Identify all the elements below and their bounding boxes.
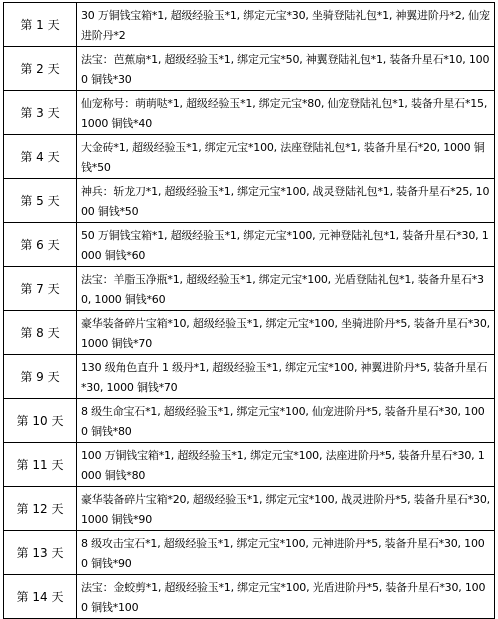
login-reward-table-body <box>4 3 495 619</box>
login-reward-table <box>3 2 495 619</box>
day-cell: 第 14 天 <box>4 575 77 619</box>
day-cell: 第 12 天 <box>4 487 77 531</box>
reward-cell: 神兵：斩龙刀*1, 超级经验玉*1, 绑定元宝*100, 战灵登陆礼包*1, 装备升星石*25, 1000 铜钱*50 <box>77 179 495 223</box>
reward-cell: 8 级攻击宝石*1, 超级经验玉*1, 绑定元宝*100, 元神进阶丹*5, 装备升星石*30, 1000 铜钱*90 <box>77 531 495 575</box>
table-row <box>4 91 495 135</box>
reward-cell: 8 级生命宝石*1, 超级经验玉*1, 绑定元宝*100, 仙宠进阶丹*5, 装备升星石*30, 1000 铜钱*80 <box>77 399 495 443</box>
table-row <box>4 267 495 311</box>
reward-cell: 豪华装备碎片宝箱*20, 超级经验玉*1, 绑定元宝*100, 战灵进阶丹*5, 装备升星石*30, 1000 铜钱*90 <box>77 487 495 531</box>
reward-cell: 豪华装备碎片宝箱*10, 超级经验玉*1, 绑定元宝*100, 坐骑进阶丹*5, 装备升星石*30, 1000 铜钱*70 <box>77 311 495 355</box>
table-row <box>4 531 495 575</box>
table-row <box>4 179 495 223</box>
day-cell: 第 8 天 <box>4 311 77 355</box>
reward-cell: 130 级角色直升 1 级丹*1, 超级经验玉*1, 绑定元宝*100, 神翼进阶丹*5, 装备升星石*30, 1000 铜钱*70 <box>77 355 495 399</box>
day-cell: 第 4 天 <box>4 135 77 179</box>
login-reward-table-wrapper <box>3 2 495 619</box>
day-cell: 第 5 天 <box>4 179 77 223</box>
table-row <box>4 399 495 443</box>
day-cell: 第 9 天 <box>4 355 77 399</box>
table-row <box>4 443 495 487</box>
day-cell: 第 10 天 <box>4 399 77 443</box>
day-cell: 第 11 天 <box>4 443 77 487</box>
reward-cell: 100 万铜钱宝箱*1, 超级经验玉*1, 绑定元宝*100, 法座进阶丹*5, 装备升星石*30, 1000 铜钱*80 <box>77 443 495 487</box>
reward-cell: 仙宠称号：萌萌哒*1, 超级经验玉*1, 绑定元宝*80, 仙宠登陆礼包*1, 装备升星石*15, 1000 铜钱*40 <box>77 91 495 135</box>
day-cell: 第 3 天 <box>4 91 77 135</box>
day-cell: 第 1 天 <box>4 3 77 47</box>
reward-cell: 50 万铜钱宝箱*1, 超级经验玉*1, 绑定元宝*100, 元神登陆礼包*1, 装备升星石*30, 1000 铜钱*60 <box>77 223 495 267</box>
table-row <box>4 223 495 267</box>
table-row <box>4 135 495 179</box>
table-row <box>4 487 495 531</box>
table-row <box>4 47 495 91</box>
table-row <box>4 3 495 47</box>
reward-cell: 法宝：羊脂玉净瓶*1, 超级经验玉*1, 绑定元宝*100, 光盾登陆礼包*1, 装备升星石*30, 1000 铜钱*60 <box>77 267 495 311</box>
day-cell: 第 7 天 <box>4 267 77 311</box>
reward-cell: 30 万铜钱宝箱*1, 超级经验玉*1, 绑定元宝*30, 坐骑登陆礼包*1, 神翼进阶丹*2, 仙宠进阶丹*2 <box>77 3 495 47</box>
table-row <box>4 355 495 399</box>
day-cell: 第 6 天 <box>4 223 77 267</box>
day-cell: 第 2 天 <box>4 47 77 91</box>
table-row <box>4 575 495 619</box>
reward-cell: 大金砖*1, 超级经验玉*1, 绑定元宝*100, 法座登陆礼包*1, 装备升星石*20, 1000 铜钱*50 <box>77 135 495 179</box>
table-row <box>4 311 495 355</box>
reward-cell: 法宝：芭蕉扇*1, 超级经验玉*1, 绑定元宝*50, 神翼登陆礼包*1, 装备升星石*10, 1000 铜钱*30 <box>77 47 495 91</box>
day-cell: 第 13 天 <box>4 531 77 575</box>
reward-cell: 法宝：金蛟剪*1, 超级经验玉*1, 绑定元宝*100, 光盾进阶丹*5, 装备升星石*30, 1000 铜钱*100 <box>77 575 495 619</box>
